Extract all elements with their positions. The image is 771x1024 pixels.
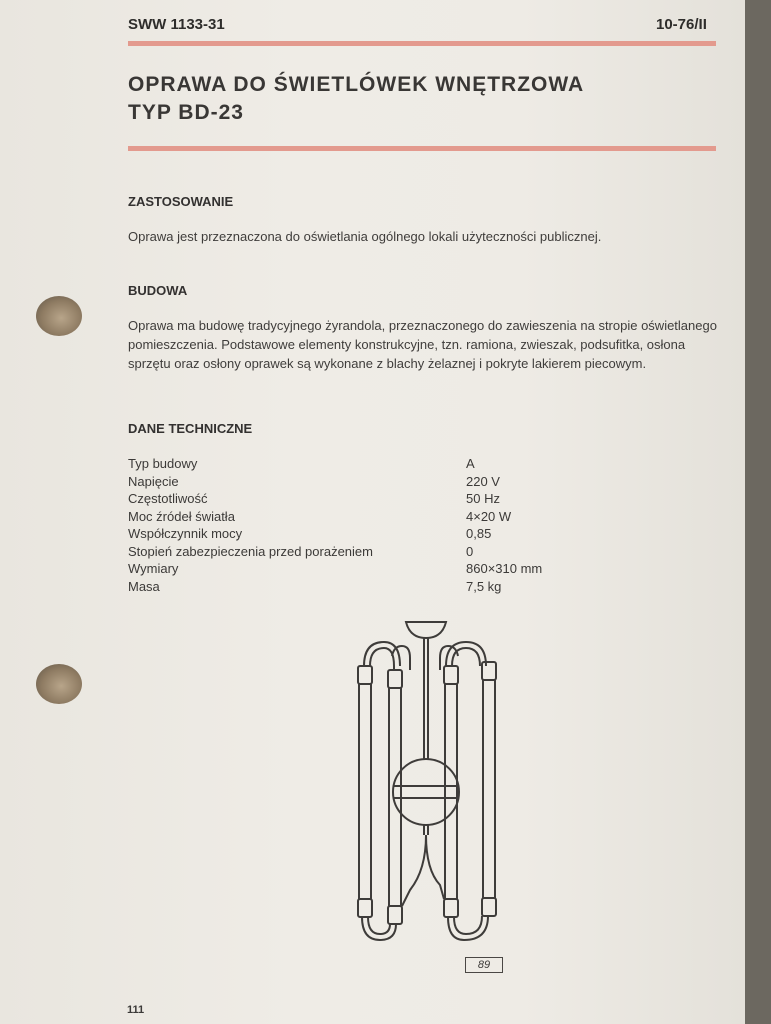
technical-data-list bbox=[128, 456, 608, 596]
spec-label: Napięcie bbox=[128, 473, 179, 489]
arm-right-outer bbox=[452, 648, 480, 666]
document-code: SWW 1133-31 bbox=[128, 16, 225, 33]
spec-label: Częstotliwość bbox=[128, 491, 208, 506]
page-title: OPRAWA DO ŚWIETLÓWEK WNĘTRZOWA bbox=[128, 73, 585, 96]
section-heading-zastosowanie: ZASTOSOWANIE bbox=[128, 194, 234, 209]
spec-row bbox=[128, 561, 608, 579]
fluorescent-tube bbox=[445, 684, 457, 899]
revision-code: 10-76/II bbox=[656, 16, 707, 33]
spec-row bbox=[128, 474, 608, 492]
punch-hole-top bbox=[36, 296, 82, 336]
figure-number: 89 bbox=[465, 957, 503, 973]
spec-value: A bbox=[466, 456, 475, 471]
spec-value: 7,5 kg bbox=[466, 578, 502, 594]
title-rule bbox=[128, 146, 716, 151]
section-heading-dane-techniczne: DANE TECHNICZNE bbox=[128, 421, 253, 436]
lamp-drawing bbox=[340, 610, 520, 955]
zastosowanie-text: Oprawa jest przeznaczona do oświetlania ogólnego lokali użyteczności publicznej. bbox=[128, 229, 602, 244]
fluorescent-tube bbox=[483, 680, 495, 898]
spec-label: Wymiary bbox=[128, 561, 179, 576]
fluorescent-tube bbox=[359, 684, 371, 899]
section-heading-budowa: BUDOWA bbox=[128, 283, 188, 298]
spec-label: Stopień zabezpieczenia przed porażeniem bbox=[128, 543, 373, 559]
spec-value: 860×310 mm bbox=[466, 561, 543, 576]
spec-value: 220 V bbox=[466, 473, 500, 489]
spec-row bbox=[128, 544, 608, 562]
budowa-text: Oprawa ma budowę tradycyjnego żyrandola, przeznaczonego do zawieszenia na stropie oświetlanego pomieszczenia. Podstawowe elementy konstrukcyjne, tzn. ramiona, zwieszak, podsufitka, osłona sprzętu oraz osłony oprawek są wykonane z blachy żelaznej i pokryte lakierem piecowym. bbox=[128, 318, 717, 371]
page-number: 111 bbox=[127, 1004, 145, 1016]
page-subtitle: TYP BD-23 bbox=[128, 101, 244, 124]
ceiling-canopy bbox=[406, 622, 446, 638]
arm-left-outer bbox=[370, 648, 394, 670]
center-sphere bbox=[393, 759, 459, 825]
spec-label: Moc źródeł światła bbox=[128, 508, 235, 524]
spec-value: 4×20 W bbox=[466, 508, 512, 524]
spec-row bbox=[128, 456, 608, 474]
spec-label: Masa bbox=[128, 578, 160, 594]
spec-label: Współczynnik mocy bbox=[128, 526, 243, 541]
spec-row bbox=[128, 509, 608, 527]
punch-hole-bottom bbox=[36, 664, 82, 704]
header-rule bbox=[128, 41, 716, 46]
spec-value: 0 bbox=[466, 543, 474, 559]
spec-row bbox=[128, 491, 608, 509]
spec-row bbox=[128, 579, 608, 597]
spec-value: 50 Hz bbox=[466, 491, 500, 506]
spec-label: Typ budowy bbox=[128, 456, 198, 471]
spec-value: 0,85 bbox=[466, 526, 492, 541]
spec-row bbox=[128, 526, 608, 544]
